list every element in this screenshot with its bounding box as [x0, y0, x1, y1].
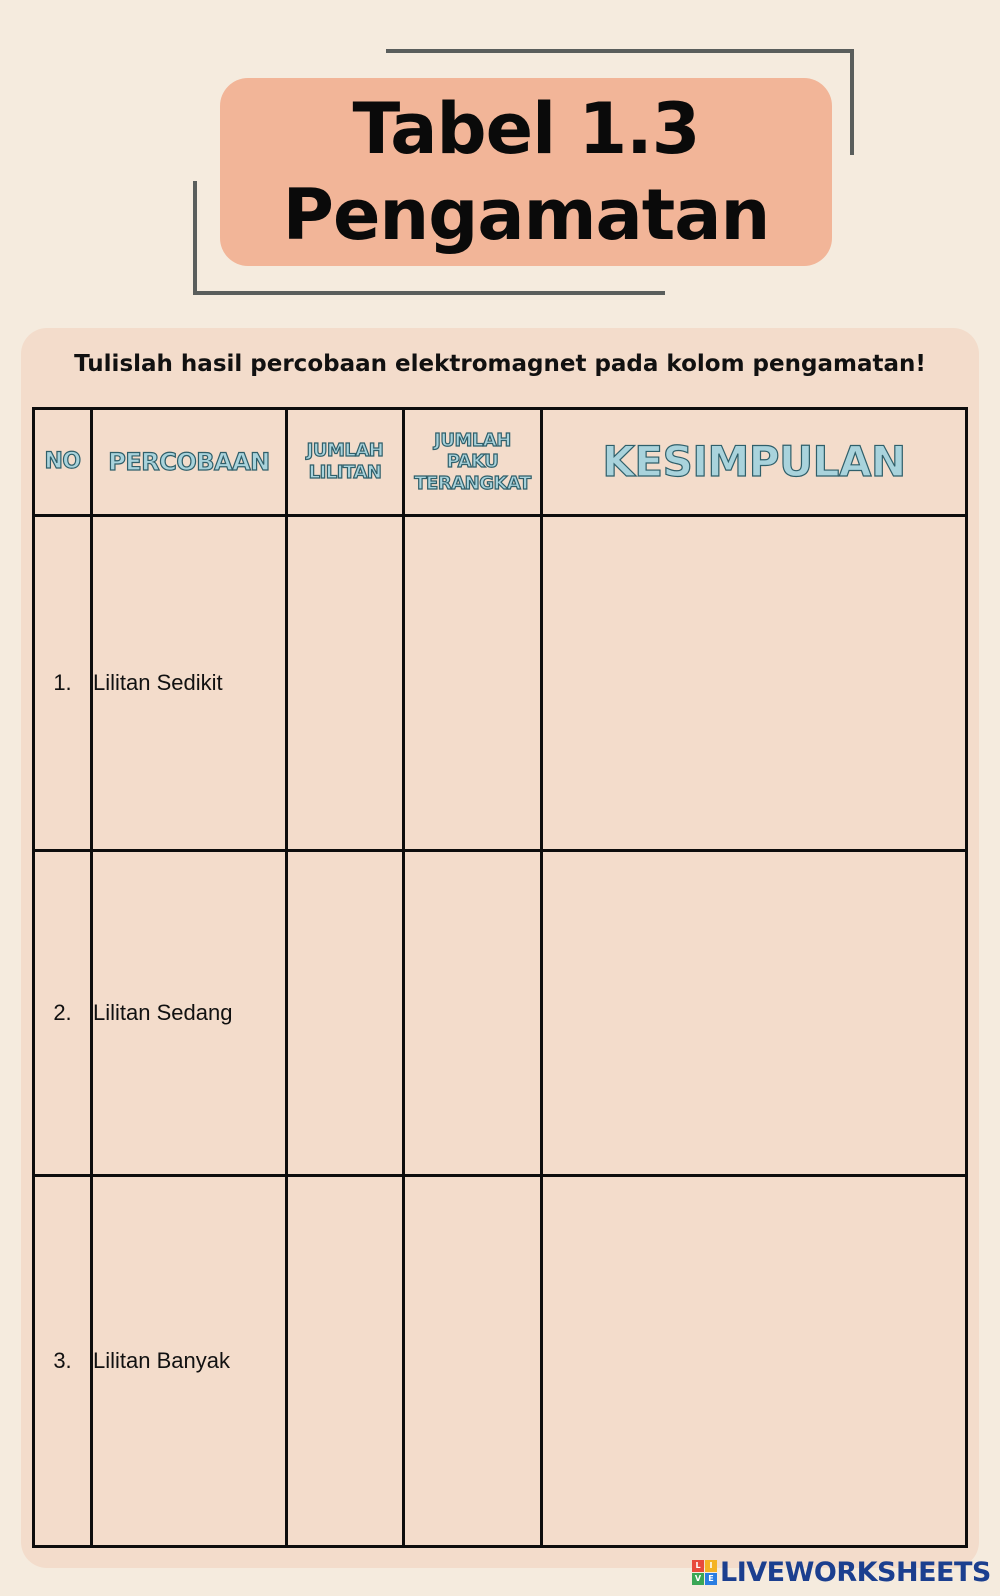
header-percobaan: PERCOBAAN — [92, 409, 287, 516]
logo-letter-l: L — [692, 1560, 704, 1572]
logo-icon — [692, 1560, 717, 1585]
header-jumlah-lilitan-line2: LILITAN — [308, 462, 382, 483]
header-no: NO — [34, 409, 92, 516]
header-jumlah-paku-line2: PAKU — [446, 451, 499, 473]
row-percobaan: Lilitan Banyak — [92, 1175, 287, 1546]
logo-letter-i: I — [705, 1560, 717, 1572]
row-jumlah-lilitan-cell[interactable] — [287, 1175, 404, 1546]
row-jumlah-paku-cell[interactable] — [404, 1175, 542, 1546]
row-jumlah-paku-cell[interactable] — [404, 516, 542, 851]
header-jumlah-lilitan — [287, 409, 404, 516]
row-percobaan: Lilitan Sedang — [92, 850, 287, 1175]
table-header-row — [34, 409, 967, 516]
observation-table — [32, 407, 968, 1548]
row-no: 1. — [34, 516, 92, 851]
header-jumlah-lilitan-line1: JUMLAH — [306, 440, 384, 462]
page-title-line2: Pengamatan — [282, 174, 770, 256]
row-kesimpulan-cell[interactable] — [542, 516, 967, 851]
header-jumlah-paku — [404, 409, 542, 516]
row-percobaan: Lilitan Sedikit — [92, 516, 287, 851]
row-no: 3. — [34, 1175, 92, 1546]
table-row — [34, 850, 967, 1175]
liveworksheets-logo[interactable] — [692, 1557, 991, 1587]
row-kesimpulan-cell[interactable] — [542, 850, 967, 1175]
logo-text: LIVEWORKSHEETS — [720, 1556, 991, 1588]
row-jumlah-paku-cell[interactable] — [404, 850, 542, 1175]
header-kesimpulan: KESIMPULAN — [542, 409, 967, 516]
table-row — [34, 1175, 967, 1546]
instruction-text: Tulislah hasil percobaan elektromagnet pada kolom pengamatan! — [74, 351, 926, 377]
header-jumlah-paku-line3: TERANGKAT — [414, 472, 531, 494]
table-row — [34, 516, 967, 851]
header-jumlah-paku-line1: JUMLAH — [434, 429, 511, 451]
row-kesimpulan-cell[interactable] — [542, 1175, 967, 1546]
page-title-line1: Tabel 1.3 — [352, 88, 700, 170]
row-jumlah-lilitan-cell[interactable] — [287, 850, 404, 1175]
title-box — [220, 78, 832, 266]
row-no: 2. — [34, 850, 92, 1175]
logo-letter-v: V — [692, 1573, 704, 1585]
logo-letter-e: E — [705, 1573, 717, 1585]
row-jumlah-lilitan-cell[interactable] — [287, 516, 404, 851]
